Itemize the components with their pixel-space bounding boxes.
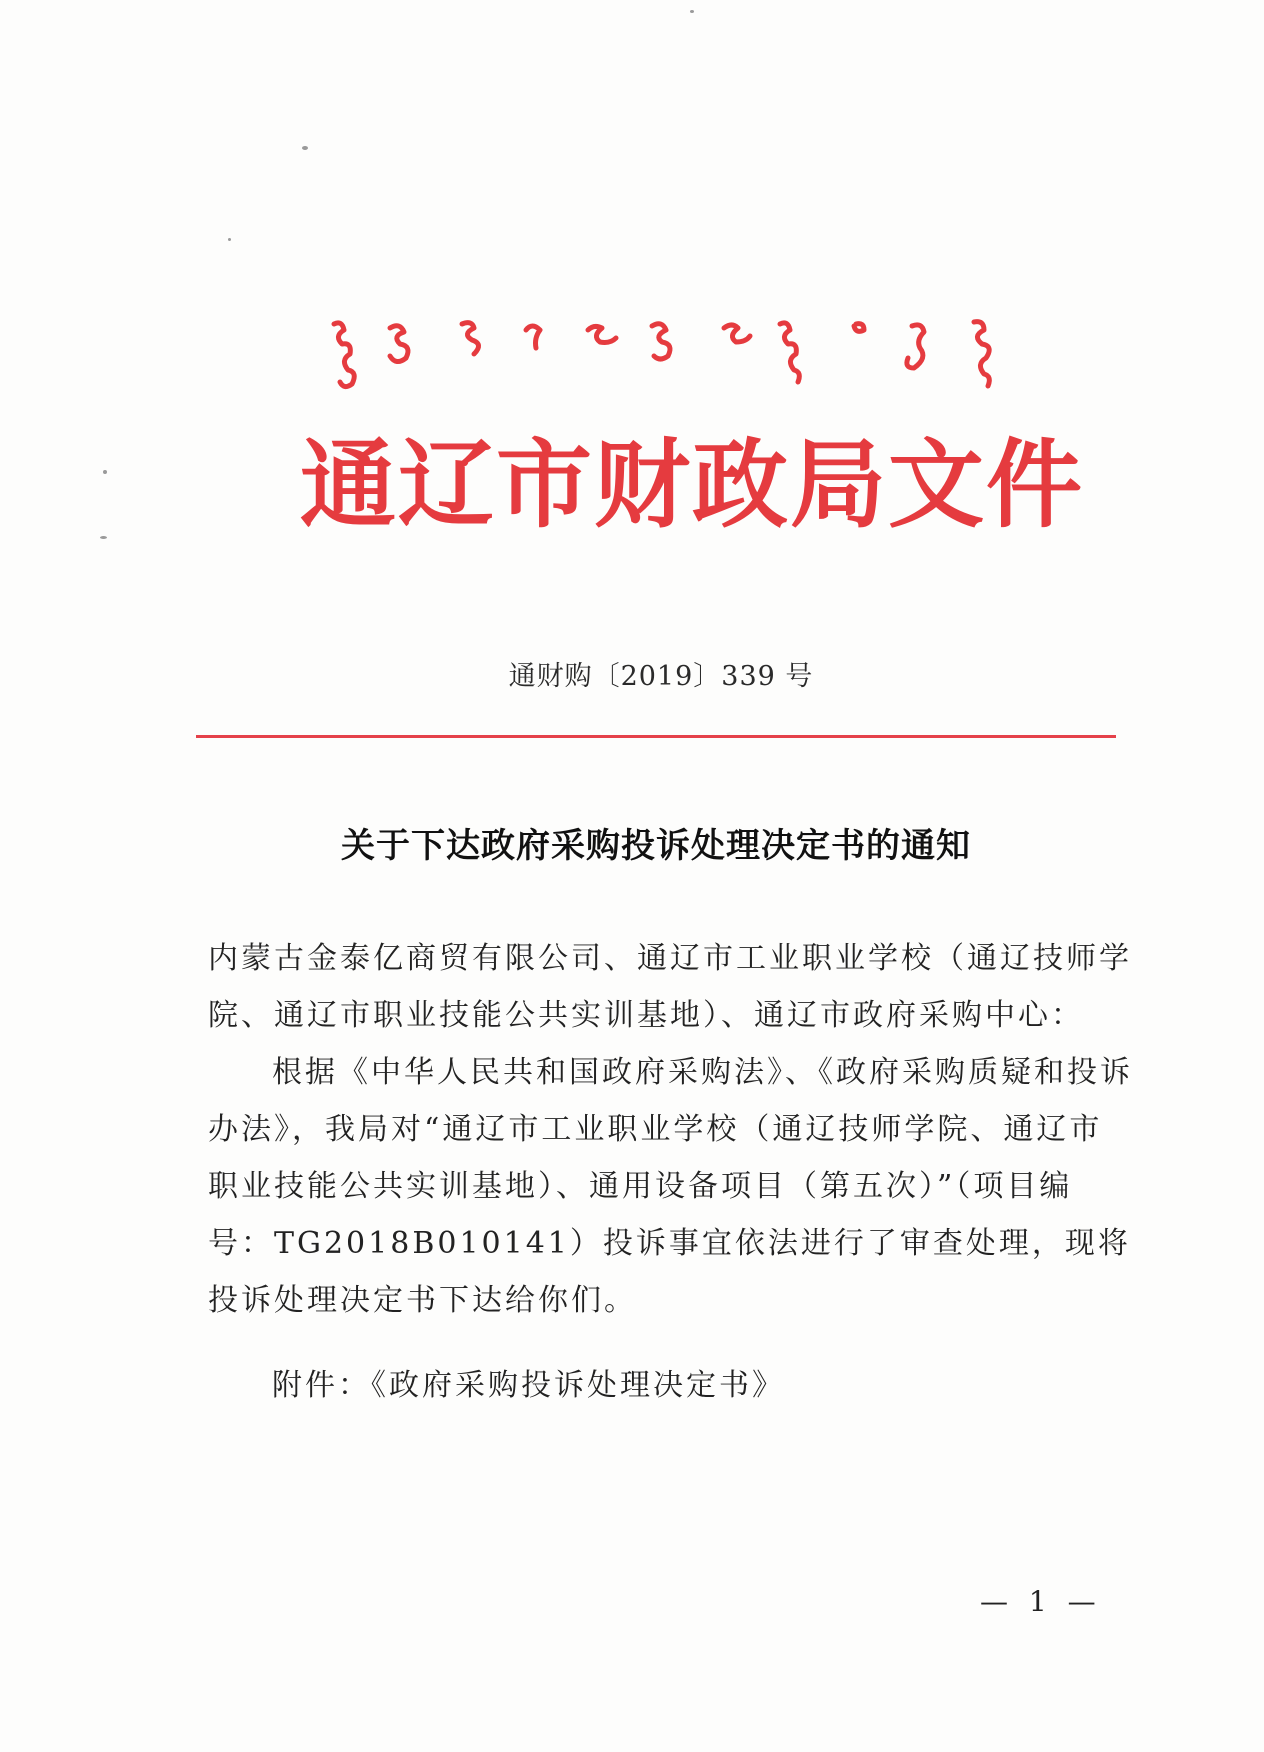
scan-speck xyxy=(228,238,231,241)
notice-title: 关于下达政府采购投诉处理决定书的通知 xyxy=(341,826,971,866)
masthead-title: 通辽市财政局文件 xyxy=(300,429,1084,541)
attachment-line: 附件：《政府采购投诉处理决定书》 xyxy=(272,1368,785,1403)
document-number: 通财购〔2019〕339 号 xyxy=(508,661,814,692)
notice-body xyxy=(208,930,1134,1329)
page-number: — 1 — xyxy=(980,1585,1102,1618)
scan-speck xyxy=(100,536,107,539)
red-divider-line xyxy=(196,735,1116,738)
scan-speck xyxy=(302,146,308,150)
main-paragraph: 根据《中华人民共和国政府采购法》、《政府采购质疑和投诉办法》，我局对“通辽市工业职业学校（通辽技师学院、通辽市职业技能公共实训基地）、通用设备项目（第五次）”（项目编号：TG2018B010141）投诉事宜依法进行了审查处理，现将投诉处理决定书下达给你们。 xyxy=(208,1055,1133,1318)
scan-speck xyxy=(690,10,694,13)
mongolian-script-masthead xyxy=(320,316,1010,396)
scan-speck xyxy=(103,470,107,474)
recipients-paragraph: 内蒙古金泰亿商贸有限公司、通辽市工业职业学校（通辽技师学院、通辽市职业技能公共实训基地）、通辽市政府采购中心： xyxy=(208,941,1132,1033)
